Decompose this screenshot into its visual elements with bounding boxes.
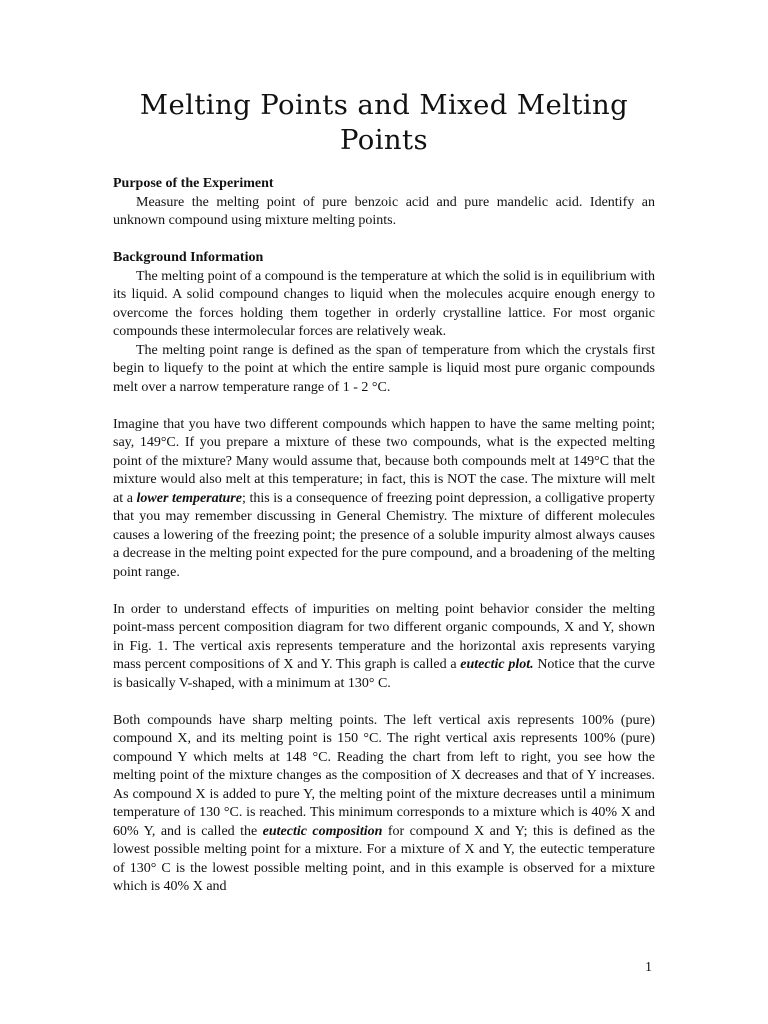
page-number: 1 [645, 960, 652, 975]
emphasis-eutectic-composition: eutectic composition [262, 823, 383, 839]
background-heading: Background Information [113, 250, 264, 265]
background-paragraph-1: The melting point of a compound is the temperature at which the solid is in equilibrium with its liquid. A solid compound changes to liquid when the molecules acquire enough energy to overcome the forces holding them together in orderly crystalline lattice. For most organic compounds these intermolecular forces are relatively weak. [113, 268, 655, 339]
title-line-1: Melting Points and Mixed Melting [139, 89, 629, 121]
emphasis-eutectic-plot: eutectic plot. [460, 657, 534, 672]
purpose-paragraph: Measure the melting point of pure benzoic acid and pure mandelic acid. Identify an unknown compound using mixture melting points. [113, 194, 655, 228]
emphasis-lower-temperature: lower temperature [136, 490, 242, 506]
title-line-2: Points [339, 124, 428, 156]
eutectic-plot-paragraph: In order to understand effects of impurities on melting point behavior consider the melting point-mass percent composition diagram for two different organic compounds, X and Y, shown in Fig. 1. The vertical axis represents temperature and the horizontal axis represents varying mass percent compositions of X and Y. This graph is called a eutectic plot. Notice that the curve is basically V-shaped, with a minimum at 130° C. [113, 601, 655, 691]
melting-points-paragraph: Both compounds have sharp melting points. The left vertical axis represents 100% (pure) compound X, and its melting point is 150 °C. The right vertical axis represents 100% (pure) compound Y which melts at 148 °C. Reading the chart from left to right, you see how the melting point of the mixture changes as the composition of X decreases and that of Y increases. As compound X is added to pure Y, the melting point of the mixture decreases until a minimum temperature of 130 °C. is reached. This minimum corresponds to a mixture which is 40% X and 60% Y, and is called the eutectic composition for compound X and Y; this is defined as the lowest possible melting point for a mixture. For a mixture of X and Y, the eutectic temperature of 130° C is the lowest possible melting point, and in this example is observed for a mixture which is 40% X and [113, 712, 656, 894]
document-page [113, 88, 655, 897]
mixture-paragraph: Imagine that you have two different compounds which happen to have the same melting point; say, 149°C. If you prepare a mixture of these two compounds, what is the expected melting point of the mixture? Many would assume that, because both compounds melt at 149°C that the mixture would also melt at this temperature; in fact, this is NOT the case. The mixture will melt at a lower temperature; this is a consequence of freezing point depression, a colligative property that you may remember discussing in General Chemistry. The mixture of different molecules causes a lowering of the freezing point; the presence of a soluble impurity almost always causes a decrease in the melting point expected for the pure compound, and a broadening of the melting point range. [113, 416, 655, 580]
purpose-heading: Purpose of the Experiment [113, 176, 274, 191]
page-title [113, 88, 655, 158]
background-paragraph-2: The melting point range is defined as the span of temperature from which the crystals first begin to liquefy to the point at which the entire sample is liquid most pure organic compounds melt over a narrow temperature range of 1 - 2 °C. [113, 342, 655, 395]
